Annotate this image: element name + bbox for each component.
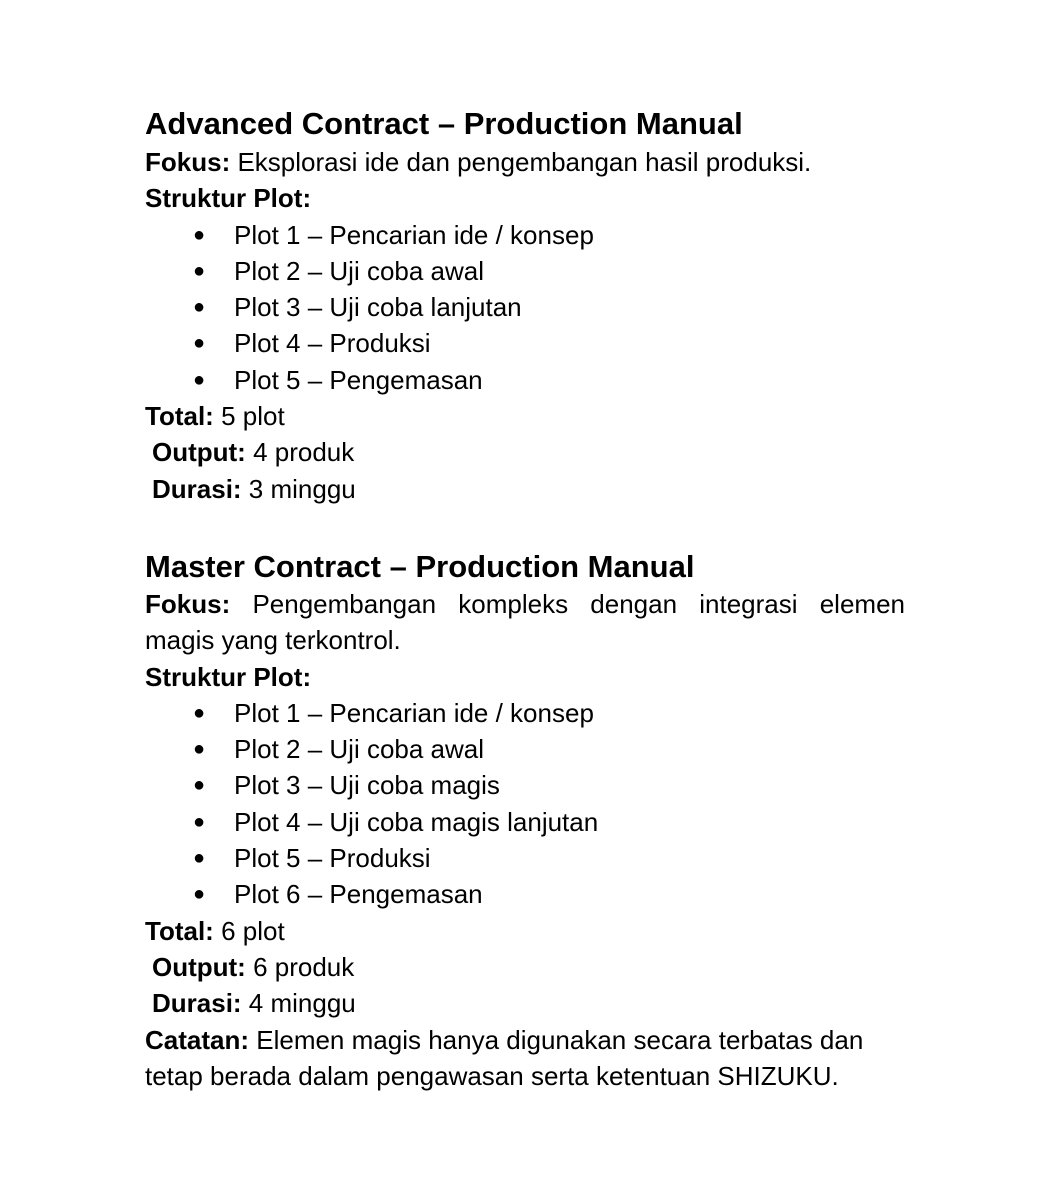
bullet-icon: ● [193, 296, 206, 319]
document-body [145, 104, 905, 1094]
section-master-contract [145, 548, 905, 1094]
struktur-plot-label: Struktur Plot: [145, 183, 312, 214]
bullet-icon: ● [193, 738, 206, 761]
durasi-label: Durasi: [152, 473, 242, 504]
catatan-line [145, 1022, 905, 1095]
output-line [145, 949, 905, 985]
list-item [145, 362, 905, 398]
plot-item-text: Plot 4 – Produksi [234, 328, 431, 359]
fokus-line [145, 586, 905, 659]
list-item [145, 876, 905, 912]
plot-item-text: Plot 3 – Uji coba lanjutan [234, 292, 522, 323]
list-item [145, 325, 905, 361]
output-value: 6 produk [245, 951, 355, 982]
list-item [145, 695, 905, 731]
list-item [145, 804, 905, 840]
list-item [145, 217, 905, 253]
plot-item-text: Plot 2 – Uji coba awal [234, 255, 485, 286]
list-item [145, 253, 905, 289]
output-label: Output: [152, 951, 246, 982]
total-line [145, 913, 905, 949]
total-value: 6 plot [213, 915, 285, 946]
output-line [145, 434, 905, 470]
plot-item-text: Plot 3 – Uji coba magis [234, 770, 500, 801]
fokus-label: Fokus: [145, 147, 231, 177]
bullet-icon: ● [193, 701, 206, 724]
plot-item-text: Plot 4 – Uji coba magis lanjutan [234, 806, 599, 837]
list-item [145, 731, 905, 767]
fokus-label: Fokus: [145, 588, 231, 619]
durasi-label: Durasi: [152, 988, 242, 1019]
fokus-text: Eksplorasi ide dan pengembangan hasil produksi. [230, 147, 812, 177]
plot-list [145, 695, 905, 913]
total-label: Total: [145, 401, 214, 432]
total-line [145, 398, 905, 434]
bullet-icon: ● [193, 810, 206, 833]
plot-item-text: Plot 1 – Pencarian ide / konsep [234, 219, 594, 250]
fokus-line [145, 144, 905, 180]
bullet-icon: ● [193, 259, 206, 282]
section-title: Advanced Contract – Production Manual [145, 106, 743, 141]
durasi-value: 3 minggu [241, 473, 356, 504]
durasi-value: 4 minggu [241, 988, 356, 1019]
durasi-line [145, 985, 905, 1021]
catatan-text: Elemen magis hanya digunakan secara terbatas dan tetap berada dalam pengawasan serta ketentuan SHIZUKU. [145, 1024, 864, 1091]
list-item [145, 289, 905, 325]
bullet-icon: ● [193, 368, 206, 391]
bullet-icon: ● [193, 223, 206, 246]
list-item [145, 767, 905, 803]
bullet-icon: ● [193, 847, 206, 870]
bullet-icon: ● [193, 332, 206, 355]
plot-item-text: Plot 5 – Produksi [234, 843, 431, 874]
plot-item-text: Plot 6 – Pengemasan [234, 879, 483, 910]
section-advanced-contract [145, 104, 905, 507]
fokus-text: Pengembangan kompleks dengan integrasi elemen magis yang terkontrol. [145, 588, 905, 656]
section-title: Master Contract – Production Manual [145, 548, 695, 584]
section-spacer [145, 507, 905, 548]
list-item [145, 840, 905, 876]
bullet-icon: ● [193, 883, 206, 906]
durasi-line [145, 471, 905, 507]
plot-item-text: Plot 2 – Uji coba awal [234, 734, 485, 765]
output-label: Output: [152, 437, 246, 468]
total-label: Total: [145, 915, 214, 946]
plot-item-text: Plot 1 – Pencarian ide / konsep [234, 697, 594, 728]
struktur-plot-label: Struktur Plot: [145, 661, 312, 692]
bullet-icon: ● [193, 774, 206, 797]
output-value: 4 produk [245, 437, 355, 468]
plot-item-text: Plot 5 – Pengemasan [234, 364, 483, 395]
plot-list [145, 217, 905, 398]
total-value: 5 plot [213, 401, 285, 432]
catatan-label: Catatan: [145, 1024, 250, 1055]
